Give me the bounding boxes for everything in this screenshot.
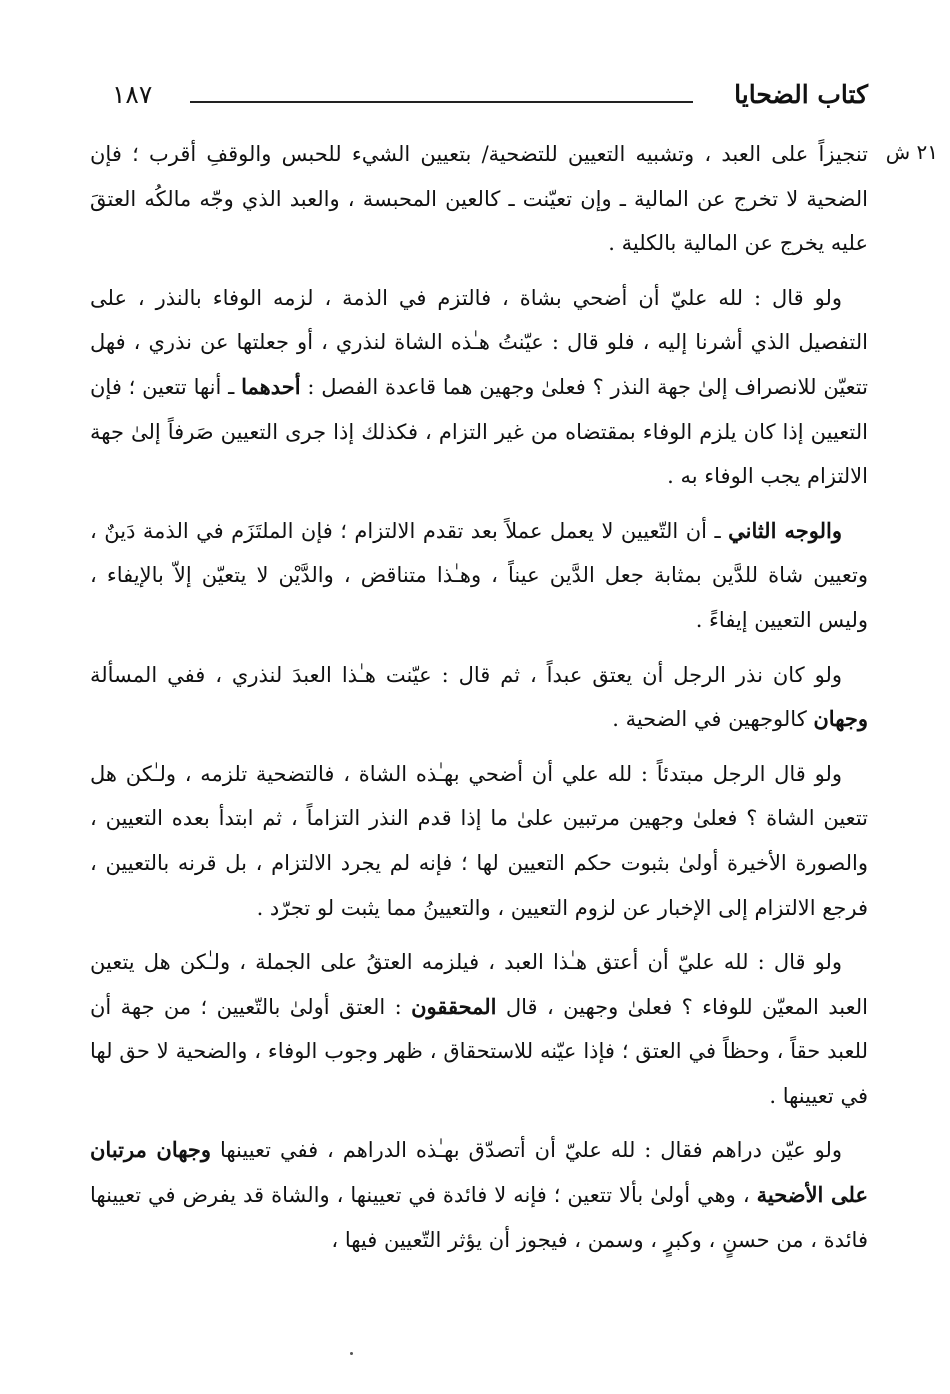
paragraph-2: [90, 276, 868, 499]
header-rule: [190, 101, 693, 103]
body-text: [90, 132, 868, 1272]
paragraph-5: [90, 752, 868, 930]
bold-term: المحققون: [411, 993, 497, 1019]
page-speck: [350, 1352, 353, 1355]
paragraph-text: ، وهي أولىٰ بألا تتعين ؛ فإنه لا فائدة في تعيينها ، والشاة قد يفرض في تعيينها فائدة ، من حسنٍ ، وكبرٍ ، وسمن ، فيجوز أن يؤثر التّعيين فيها ،: [90, 1183, 868, 1252]
paragraph-7: [90, 1128, 868, 1262]
paragraph-text: ـ أنها تتعين ؛ فإن التعيين إذا كان يلزم الوفاء بمقتضاه من غير التزام ، فكذلك إذا جرى التعيين صَرفاً إلىٰ جهة الالتزام يجب الوفاء به .: [90, 374, 868, 489]
paragraph-3: [90, 509, 868, 643]
paragraph-text: ولو قال الرجل مبتدئاً : لله علي أن أضحي بهـٰذه الشاة ، فالتضحية تلزمه ، ولـٰكن هل تتعين الشاة ؟ فعلىٰ وجهين مرتبين علىٰ ما إذا قدم النذر التزاماً ، ثم ابتدأ بعده التعيين ، والصورة الأخيرة أولىٰ بثبوت حكم التعيين لها ؛ فإنه لم يجرد الالتزام ، بل قرنه بالتعيين ، فرجع الالتزام إلى الإخبار عن لزوم التعيين ، والتعيينُ مما يثبت لو تجرّد .: [90, 761, 868, 920]
paragraph-text: ولو قال : لله عليّ أن أعتق هـٰذا العبد ، فيلزمه العتقُ على الجملة ، ولـٰكن هل يتعين العبد المعيّن للوفاء ؟ فعلىٰ وجهين ، قال: [90, 950, 868, 1019]
paragraph-text: ولو قال : لله عليّ أن أضحي بشاة ، فالتزم في الذمة ، لزمه الوفاء بالنذر ، على التفصيل الذي أشرنا إليه ، فلو قال : عيّنتُ هـٰذه الشاة لنذري ، أو جعلتها عن نذري ، فهل تتعيّن للانصراف إلىٰ جهة النذر ؟ فعلىٰ وجهين هما قاعدة الفصل :: [90, 285, 868, 399]
paragraph-text: : العتق أولىٰ بالتّعيين ؛ من جهة أن للعبد حقاً ، وحظاً في العتق ؛ فإذا عيّنه للاستحقاق ، ظهر وجوب الوفاء ، والضحية لا حق لها في تعيينها .: [90, 994, 868, 1108]
running-title: كتاب الضحايا: [734, 80, 868, 109]
page-header: [112, 76, 868, 116]
bold-term: وجهان: [813, 706, 868, 732]
paragraph-6: [90, 940, 868, 1118]
paragraph-4: [90, 653, 868, 742]
paragraph-text: ولو عيّن دراهم فقال : لله عليّ أن أتصدّق بهـٰذه الدراهم ، ففي تعيينها: [211, 1138, 843, 1163]
margin-note: ٢١ ش: [885, 140, 938, 164]
paragraph-text: تنجيزاً على العبد ، وتشبيه التعيين للتضحية/ بتعيين الشيء للحبس والوقفِ أقرب ؛ فإن الضحية لا تخرج عن المالية ـ وإن تعيّنت ـ كالعين المحبسة ، والعبد الذي وجّه مالكُه العتقَ عليه يخرج عن المالية بالكلية .: [90, 142, 868, 256]
paragraph-text: ولو كان نذر الرجل أن يعتق عبداً ، ثم قال : عيّنت هـٰذا العبدَ لنذري ، ففي المسألة: [90, 662, 842, 687]
bold-term: أحدهما: [241, 373, 301, 399]
paragraph-text: ـ أن التّعيين لا يعمل عملاً بعد تقدم الالتزام ؛ فإن الملتَزَم في الذمة دَينٌ ، وتعيين شاة للدَّين بمثابة جعل الدَّين عيناً ، وهـٰذا متناقض ، والدَّيْن لا يتعيّن إلاّ بالإيفاء ، وليس التعيين إيفاءً .: [90, 518, 868, 632]
bold-term: وجهان مرتبان على الأضحية: [90, 1137, 869, 1208]
paragraph-1: [90, 132, 868, 266]
page-number: ١٨٧: [112, 80, 153, 109]
bold-term: والوجه الثاني: [728, 517, 842, 543]
paragraph-text: كالوجهين في الضحية .: [612, 707, 814, 732]
